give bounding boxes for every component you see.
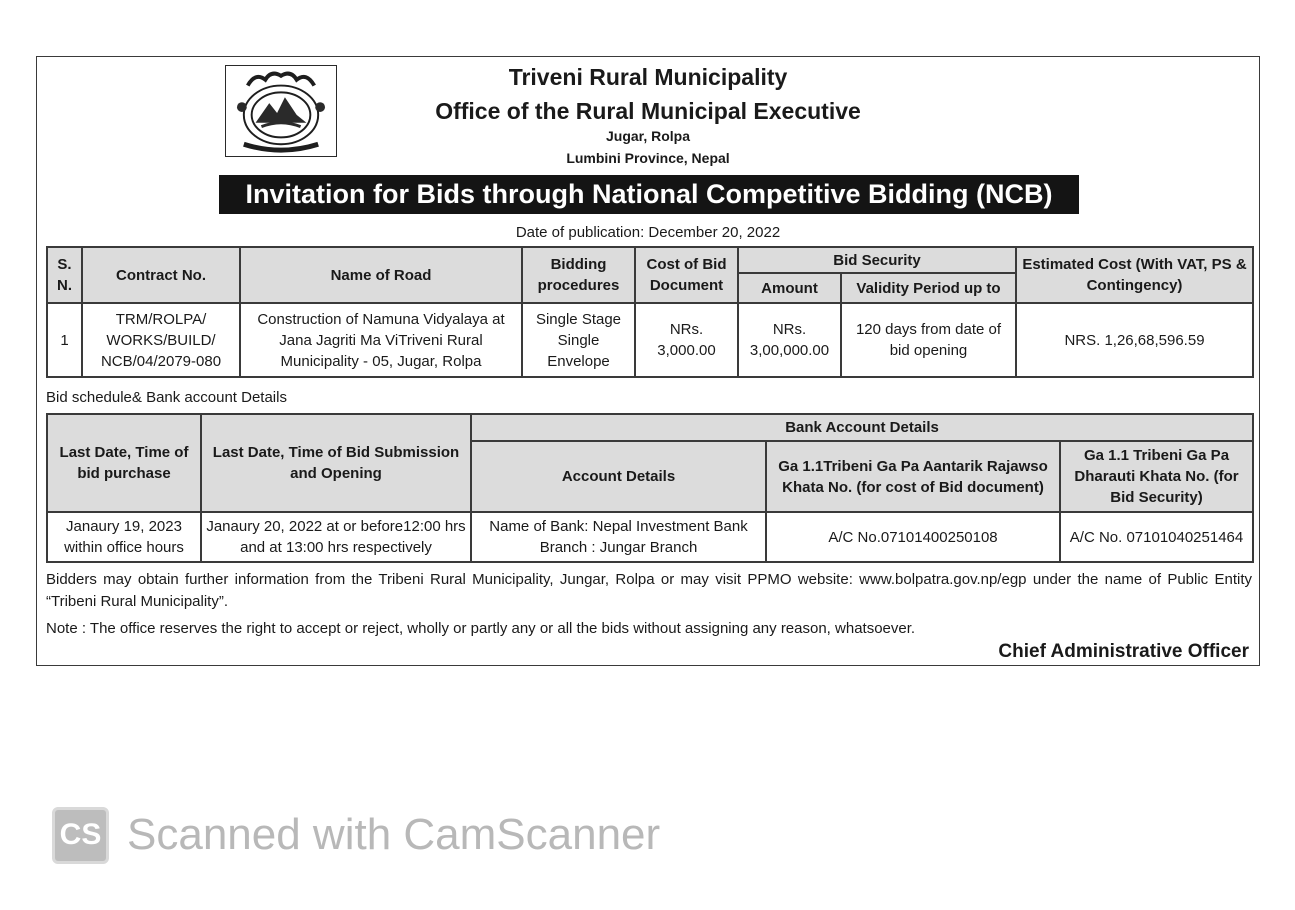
schedule-title: Bid schedule& Bank account Details: [46, 389, 287, 406]
cell-cost-of-bid-document: NRs. 3,000.00: [635, 303, 738, 377]
cell-sn: 1: [47, 303, 82, 377]
cell-revenue-account: A/C No.07101400250108: [766, 512, 1060, 562]
header-bank-account-details: Bank Account Details: [471, 414, 1253, 441]
contract-table: [46, 246, 1254, 378]
cell-security-amount: NRs. 3,00,000.00: [738, 303, 841, 377]
cell-bidding-procedures: Single Stage Single Envelope: [522, 303, 635, 377]
table-row: [47, 303, 1253, 377]
notice-banner: Invitation for Bids through National Competitive Bidding (NCB): [219, 175, 1079, 214]
signature: Chief Administrative Officer: [998, 641, 1249, 662]
watermark-text: Scanned with CamScanner: [127, 810, 661, 859]
header-contract-no: Contract No.: [82, 247, 240, 303]
header-sn: S. N.: [47, 247, 82, 303]
address: Jugar, Rolpa: [605, 128, 691, 144]
header-account-details: Account Details: [471, 441, 766, 512]
table-row: [47, 512, 1253, 562]
schedule-table: [46, 413, 1254, 563]
camscanner-watermark: [52, 806, 660, 864]
footer-note: Note : The office reserves the right to accept or reject, wholly or partly any or all the bids without assigning any reason, whatsoever.: [46, 620, 916, 637]
cell-contract-no: TRM/ROLPA/ WORKS/BUILD/ NCB/04/2079-080: [82, 303, 240, 377]
header-deposit-account: Ga 1.1 Tribeni Ga Pa Dharauti Khata No. (for Bid Security): [1060, 441, 1253, 512]
province: Lumbini Province, Nepal: [566, 150, 730, 166]
footer-info: Bidders may obtain further information from the Tribeni Rural Municipality, Jungar, Rolpa or may visit PPMO website: www.bolpatra.gov.np/egp under the name of Public Entity “Tribeni Rural Municipality”.: [46, 571, 1252, 610]
cell-bid-purchase-date: Janaury 19, 2023 within office hours: [47, 512, 201, 562]
camscanner-logo-icon: CS: [52, 807, 109, 864]
header-estimated-cost: Estimated Cost (With VAT, PS & Contingency): [1016, 247, 1253, 303]
header-bidding-procedures: Bidding procedures: [522, 247, 635, 303]
cell-deposit-account: A/C No. 07101040251464: [1060, 512, 1253, 562]
header-submission-date: Last Date, Time of Bid Submission and Opening: [201, 414, 471, 512]
header-road-name: Name of Road: [240, 247, 522, 303]
cell-estimated-cost: NRS. 1,26,68,596.59: [1016, 303, 1253, 377]
header-amount: Amount: [738, 273, 841, 303]
header-validity-period: Validity Period up to: [841, 273, 1016, 303]
cell-account-details: Name of Bank: Nepal Investment Bank Branch : Jungar Branch: [471, 512, 766, 562]
cell-road-name: Construction of Namuna Vidyalaya at Jana Jagriti Ma ViTriveni Rural Municipality - 05, Jugar, Rolpa: [240, 303, 522, 377]
municipality-title: Triveni Rural Municipality: [508, 64, 788, 90]
header-bid-security: Bid Security: [738, 247, 1016, 273]
header-cost-of-bid-document: Cost of Bid Document: [635, 247, 738, 303]
office-title: Office of the Rural Municipal Executive: [435, 98, 861, 124]
publication-date: Date of publication: December 20, 2022: [515, 224, 781, 241]
cell-submission-date: Janaury 20, 2022 at or before12:00 hrs and at 13:00 hrs respectively: [201, 512, 471, 562]
bid-notice: [36, 56, 1260, 666]
header-bid-purchase-date: Last Date, Time of bid purchase: [47, 414, 201, 512]
header-revenue-account: Ga 1.1Tribeni Ga Pa Aantarik Rajawso Khata No. (for cost of Bid document): [766, 441, 1060, 512]
cell-validity-period: 120 days from date of bid opening: [841, 303, 1016, 377]
